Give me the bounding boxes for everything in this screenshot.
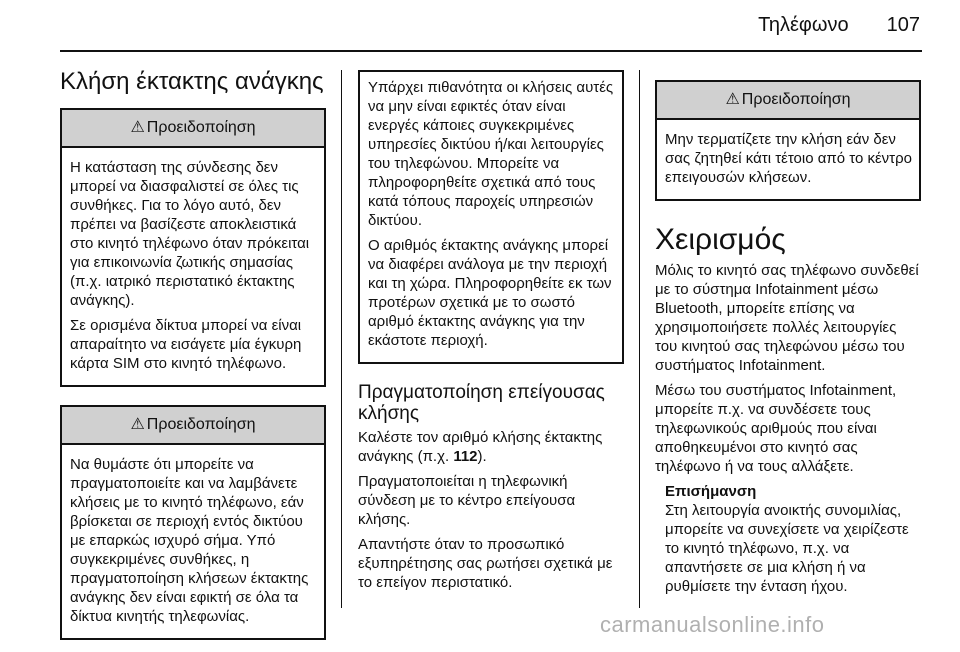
column-1 — [60, 68, 326, 652]
warning-triangle-icon: ⚠ — [130, 416, 145, 433]
note-text: Στη λειτουργία ανοικτής συνομιλίας, μπορείτε να συνεχίσετε να χειρίζεστε το κινητό τηλέφωνο, π.χ. να απαντήσετε σε μια κλήση ή να ρυθμίσετε την ένταση ήχου. — [665, 502, 909, 595]
watermark: carmanualsonline.info — [600, 612, 825, 637]
section-title: Κλήση έκτακτης ανάγκης — [60, 68, 324, 95]
body-text: Απαντήστε όταν το προσωπικό εξυπηρέτησης σας ρωτήσει σχετικά με το επείγον περιστατικό. — [358, 536, 613, 591]
body-text: Μόλις το κινητό σας τηλέφωνο συνδεθεί με το σύστημα Infotainment μέσω Bluetooth, μπορείτε επίσης να χρησιμοποιήσετε πολλές λειτουργίες του κινητού σας τηλεφώνου μέσω του συστήματος Infotainment. — [655, 262, 919, 374]
warning-label: Προειδοποίηση — [741, 91, 851, 108]
warning-text: Να θυμάστε ότι μπορείτε να πραγματοποιείτε και να λαμβάνετε κλήσεις με το κινητό τηλέφωνο, εάν βρίσκεται σε περιοχή εντός δικτύου με επαρκώς ισχυρό σήμα. Υπό συγκεκριμένες συνθήκες, η πραγματοποίηση κλήσεων έκτακτης ανάγκης δεν είναι εφικτή σε όλα τα δίκτυα κινητής τηλεφωνίας. — [70, 456, 309, 625]
body-text: Μέσω του συστήματος Infotainment, μπορείτε π.χ. να συνδέσετε τους τηλεφωνικούς αριθμούς που είναι αποθηκευμένοι στο κινητό σας τηλέφωνο ή να τους αλλάξετε. — [655, 382, 897, 475]
warning-text: Η κατάσταση της σύνδεσης δεν μπορεί να διασφαλιστεί σε όλες τις συνθήκες. Για το λόγο αυτό, δεν πρέπει να βασίζεστε αποκλειστικά στο κινητό τηλέφωνο όταν πρόκειται για επικοινωνία ζωτικής σημασίας (π.χ. ιατρικό περιστατικό έκτακτης ανάγκης). — [70, 159, 310, 309]
section-title: Χειρισμός — [655, 223, 786, 256]
body-text: Καλέστε τον αριθμό κλήσης έκτακτης ανάγκης (π.χ. 112). — [358, 429, 603, 465]
warning-box — [60, 405, 326, 640]
page-header — [758, 14, 920, 37]
column-divider — [639, 70, 640, 608]
column-3 — [655, 80, 921, 596]
note — [665, 482, 921, 596]
warning-box — [655, 80, 921, 201]
subsection-title: Πραγματοποίηση επείγουσας κλήσης — [358, 382, 605, 424]
note-title: Επισήμανση — [665, 483, 757, 500]
warning-box — [60, 108, 326, 387]
header-rule — [60, 50, 922, 52]
warning-triangle-icon: ⚠ — [130, 119, 145, 136]
warning-triangle-icon: ⚠ — [725, 91, 740, 108]
warning-label: Προειδοποίηση — [146, 416, 256, 433]
warning-text: Υπάρχει πιθανότητα οι κλήσεις αυτές να μην είναι εφικτές όταν είναι ενεργές κάποιες συγκεκριμένες υπηρεσίες δικτύου ή/και λειτουργίες του τηλεφώνου. Μπορείτε να πληροφορηθείτε σχετικά από τους κατά τόπους παροχείς υπηρεσιών δικτύου. — [368, 79, 614, 229]
warning-heading — [657, 82, 919, 120]
body-text: Πραγματοποιείται η τηλεφωνική σύνδεση με το κέντρο επείγουσα κλήσης. — [358, 473, 576, 528]
warning-heading — [62, 407, 324, 445]
page-number: 107 — [886, 14, 920, 36]
warning-text: Ο αριθμός έκτακτης ανάγκης μπορεί να διαφέρει ανάλογα με την περιοχή και τη χώρα. Πληροφορηθείτε εκ των προτέρων σχετικά με το σωστό αριθμό έκτακτης ανάγκης για την εκάστοτε περιοχή. — [368, 237, 612, 349]
warning-label: Προειδοποίηση — [146, 119, 256, 136]
column-2 — [358, 70, 624, 598]
warning-text: Σε ορισμένα δίκτυα μπορεί να είναι απαραίτητο να εισάγετε μία έγκυρη κάρτα SIM στο κινητό τηλέφωνο. — [70, 317, 302, 372]
page-title: Τηλέφωνο — [758, 14, 849, 36]
warning-box-continued — [358, 70, 624, 364]
warning-text: Μην τερματίζετε την κλήση εάν δεν σας ζητηθεί κάτι τέτοιο από το κέντρο επειγουσών κλήσεων. — [665, 131, 912, 186]
warning-heading — [62, 110, 324, 148]
column-divider — [341, 70, 342, 608]
